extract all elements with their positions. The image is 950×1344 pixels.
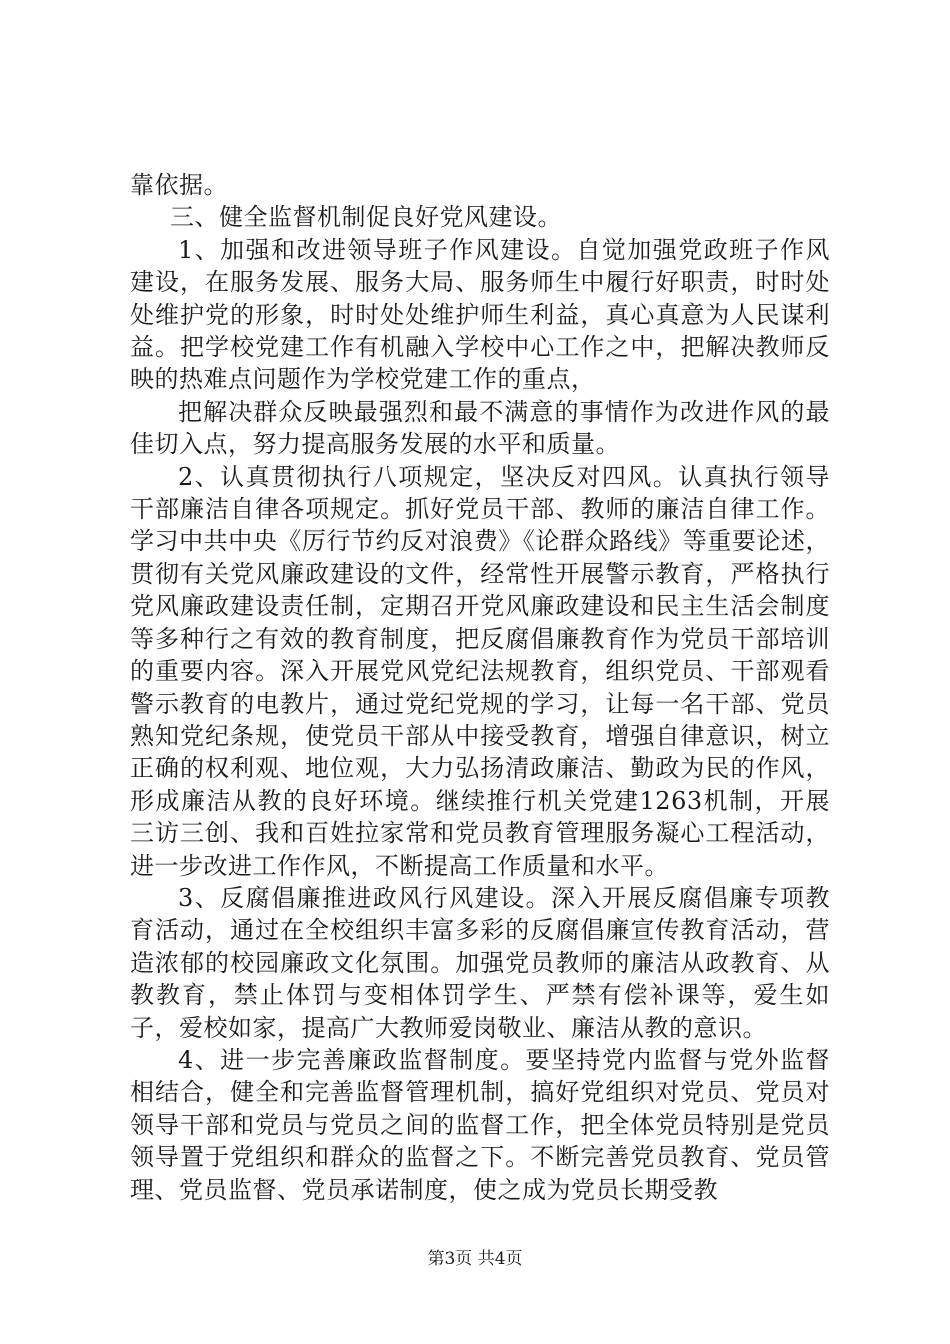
page-number-footer: 第3页 共4页	[427, 1249, 523, 1269]
paragraph-continuation: 靠依据。	[130, 171, 228, 199]
section-heading: 三、健全监督机制促良好党风建设。	[170, 203, 562, 232]
paragraph-item-1: 1、加强和改进领导班子作风建设。自觉加强党政班子作风建设，在服务发展、服务大局、服务师生中履行好职责，时时处处维护党的形象，时时处处维护师生利益，真心真意为人民谋利益。把学校党建工作有机融入学校中心工作之中，把解决教师反映的热难点问题作为学校党建工作的重点，	[130, 235, 830, 394]
paragraph-item-1-continued: 把解决群众反映最强烈和最不满意的事情作为改进作风的最佳切入点，努力提高服务发展的水平和质量。	[130, 397, 830, 459]
document-body	[130, 169, 830, 1206]
paragraph-item-2: 2、认真贯彻执行八项规定，坚决反对四风。认真执行领导干部廉洁自律各项规定。抓好党员干部、教师的廉洁自律工作。学习中共中央《厉行节约反对浪费》《论群众路线》等重要论述，贯彻有关党风廉政建设的文件，经常性开展警示教育，严格执行党风廉政建设责任制，定期召开党风廉政建设和民主生活会制度等多种行之有效的教育制度，把反腐倡廉教育作为党员干部培训的重要内容。深入开展党风党纪法规教育，组织党员、干部观看警示教育的电教片，通过党纪党规的学习，让每一名干部、党员熟知党纪条规，使党员干部从中接受教育，增强自律意识，树立正确的权利观、地位观，大力弘扬清政廉洁、勤政为民的作风，形成廉洁从教的良好环境。继续推行机关党建1263机制，开展三访三创、我和百姓拉家常和党员教育管理服务凝心工程活动，进一步改进工作作风，不断提高工作质量和水平。	[130, 462, 830, 880]
paragraph-item-4: 4、进一步完善廉政监督制度。要坚持党内监督与党外监督相结合，健全和完善监督管理机制，搞好党组织对党员、党员对领导干部和党员与党员之间的监督工作，把全体党员特别是党员领导置于党组织和群众的监督之下。不断完善党员教育、党员管理、党员监督、党员承诺制度，使之成为党员长期受教	[130, 1045, 830, 1204]
paragraph-item-3: 3、反腐倡廉推进政风行风建设。深入开展反腐倡廉专项教育活动，通过在全校组织丰富多彩的反腐倡廉宣传教育活动，营造浓郁的校园廉政文化氛围。加强党员教师的廉洁从政教育、从教教育，禁止体罚与变相体罚学生、严禁有偿补课等，爱生如子，爱校如家，提高广大教师爱岗敬业、廉洁从教的意识。	[130, 883, 830, 1042]
